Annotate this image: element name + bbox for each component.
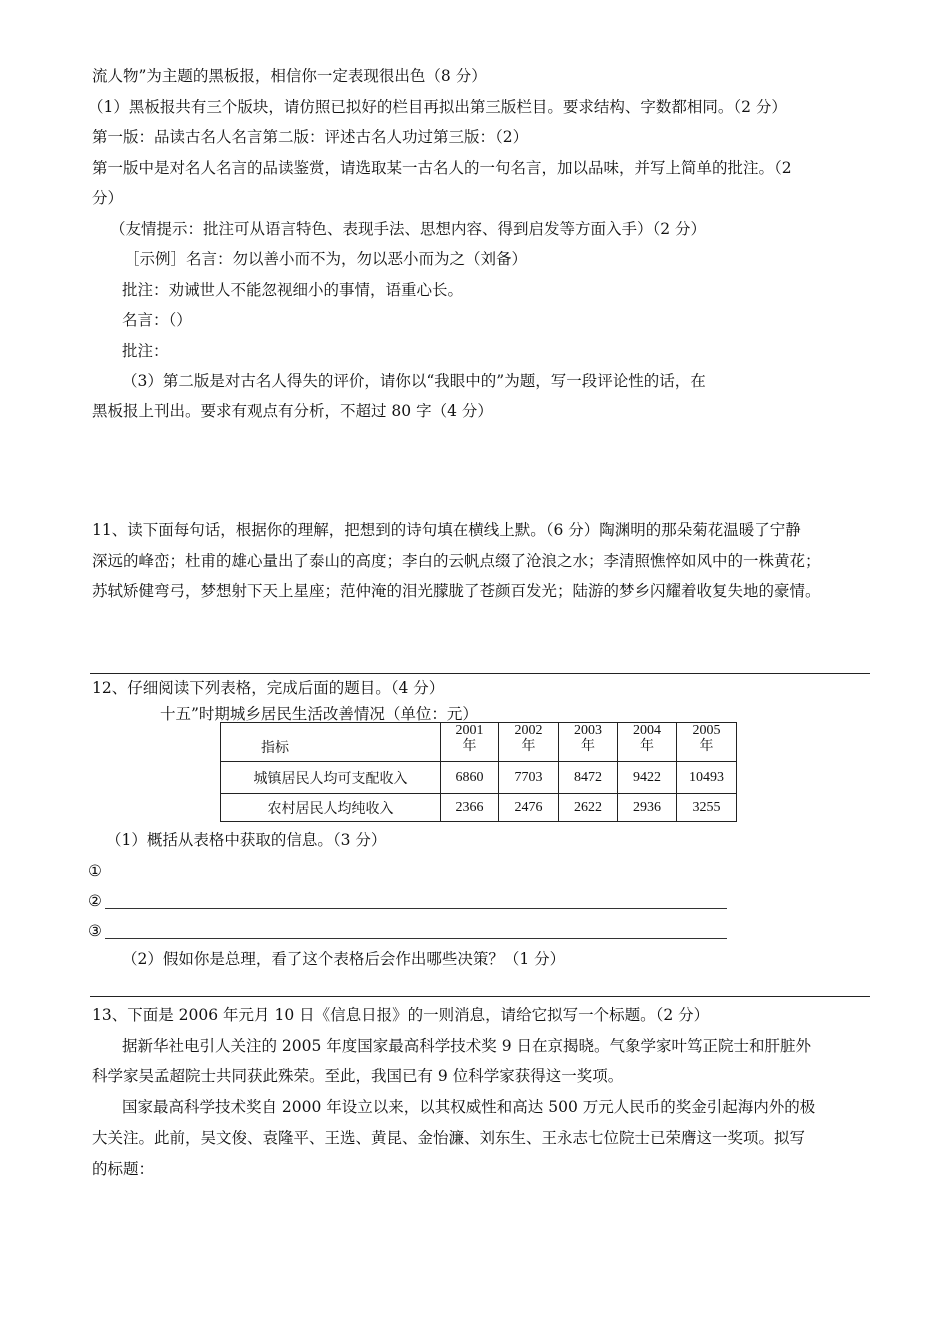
question-11-line3: 苏轼矫健弯弓，梦想射下天上星座；范仲淹的泪光朦胧了苍颜百发光；陆游的梦乡闪耀着收复失地的豪情。: [92, 582, 821, 600]
sub-question-1: （1）概括从表格中获取的信息。（3 分）: [106, 831, 387, 849]
table-row: [221, 762, 737, 794]
year-label: 2001: [455, 723, 484, 738]
table-cell: 2622: [559, 794, 618, 822]
table-cell: 7703: [499, 762, 559, 794]
year-suffix: 年: [581, 739, 595, 754]
year-cell: [499, 723, 559, 762]
year-suffix: 年: [699, 739, 714, 754]
year-label: 2004: [633, 723, 661, 738]
row-label: 农村居民人均纯收入: [221, 794, 441, 822]
section-divider: [90, 996, 870, 997]
question-3-line2: 黑板报上刊出。要求有观点有分析，不超过 80 字（4 分）: [92, 402, 493, 420]
table-cell: 8472: [559, 762, 618, 794]
sub-question-2: （2）假如你是总理，看了这个表格后会作出哪些决策？（1 分）: [122, 950, 566, 968]
note-blank: 批注：: [122, 342, 169, 360]
table-cell: 2366: [441, 794, 499, 822]
board-columns: 第一版：品读古名人名言第二版：评述古名人功过第三版：（2）: [92, 128, 529, 146]
table-cell: 9422: [618, 762, 677, 794]
news-para-1-line2: 科学家吴孟超院士共同获此殊荣。至此，我国已有 9 位科学家获得这一奖项。: [92, 1067, 624, 1085]
example-note: 批注：劝诫世人不能忽视细小的事情，语重心长。: [122, 281, 464, 299]
year-label: 2002: [514, 723, 543, 738]
section-divider: [90, 673, 870, 674]
year-suffix: 年: [462, 739, 477, 754]
table-caption: 十五”时期城乡居民生活改善情况（单位：元）: [160, 705, 478, 723]
answer-marker-3: ③: [88, 922, 102, 940]
quote-blank: 名言：（）: [122, 311, 192, 329]
year-label: 2003: [574, 723, 602, 738]
question-2-line2: 分）: [92, 189, 124, 207]
question-3-line1: （3）第二版是对古名人得失的评价，请你以“我眼中的”为题，写一段评论性的话，在: [122, 372, 706, 390]
table-cell: 6860: [441, 762, 499, 794]
table-cell: 3255: [677, 794, 737, 822]
news-para-1-line1: 据新华社电引人关注的 2005 年度国家最高科学技术奖 9 日在京揭晓。气象学家叶笃正院士和肝脏外: [122, 1037, 812, 1055]
year-suffix: 年: [521, 739, 536, 754]
answer-line-2[interactable]: [105, 908, 727, 909]
year-suffix: 年: [640, 739, 654, 754]
question-11-line1: 11、读下面每句话，根据你的理解，把想到的诗句填在横线上默。（6 分）陶渊明的那朵菊花温暖了宁静: [92, 521, 801, 539]
table-header-row: [221, 723, 737, 762]
table-cell: 2476: [499, 794, 559, 822]
question-2-line1: 第一版中是对名人名言的品读鉴赏，请选取某一古名人的一句名言，加以品味，并写上简单的批注。（2: [92, 159, 792, 177]
header-cell: [221, 723, 441, 762]
year-cell: [677, 723, 737, 762]
year-label: 2005: [692, 723, 721, 738]
news-para-2-line1: 国家最高科学技术奖自 2000 年设立以来，以其权威性和高达 500 万元人民币的奖金引起海内外的极: [122, 1098, 816, 1116]
answer-marker-1: ①: [88, 862, 102, 880]
news-para-2-line2: 大关注。此前，吴文俊、袁隆平、王选、黄昆、金怡濂、刘东生、王永志七位院士已荣膺这一奖项。拟写: [92, 1129, 806, 1147]
row-label: 城镇居民人均可支配收入: [221, 762, 441, 794]
header-label: 指标: [261, 741, 289, 756]
news-para-2-line3: 的标题：: [92, 1160, 155, 1178]
question-13-title: 13、下面是 2006 年元月 10 日《信息日报》的一则消息，请给它拟写一个标题。（2 分）: [92, 1006, 710, 1024]
intro-line: 流人物”为主题的黑板报，相信你一定表现很出色（8 分）: [92, 67, 487, 85]
table-cell: 10493: [677, 762, 737, 794]
question-11-line2: 深远的峰峦；杜甫的雄心量出了泰山的高度；李白的云帆点缀了沧浪之水；李清照憔悴如风中的一株黄花；: [92, 552, 821, 570]
year-cell: [559, 723, 618, 762]
table-row: [221, 794, 737, 822]
question-12-title: 12、仔细阅读下列表格，完成后面的题目。（4 分）: [92, 679, 445, 697]
hint-text: （友情提示：批注可从语言特色、表现手法、思想内容、得到启发等方面入手）（2 分）: [110, 220, 707, 238]
table-cell: 2936: [618, 794, 677, 822]
year-cell: [441, 723, 499, 762]
example-quote: ［示例］名言：勿以善小而不为，勿以恶小而为之（刘备）: [124, 250, 528, 268]
question-1: （1）黑板报共有三个版块，请仿照已拟好的栏目再拟出第三版栏目。要求结构、字数都相同。（2 分）: [88, 98, 787, 116]
answer-line-3[interactable]: [105, 938, 727, 939]
year-cell: [618, 723, 677, 762]
answer-marker-2: ②: [88, 892, 102, 910]
income-table: [220, 722, 737, 822]
